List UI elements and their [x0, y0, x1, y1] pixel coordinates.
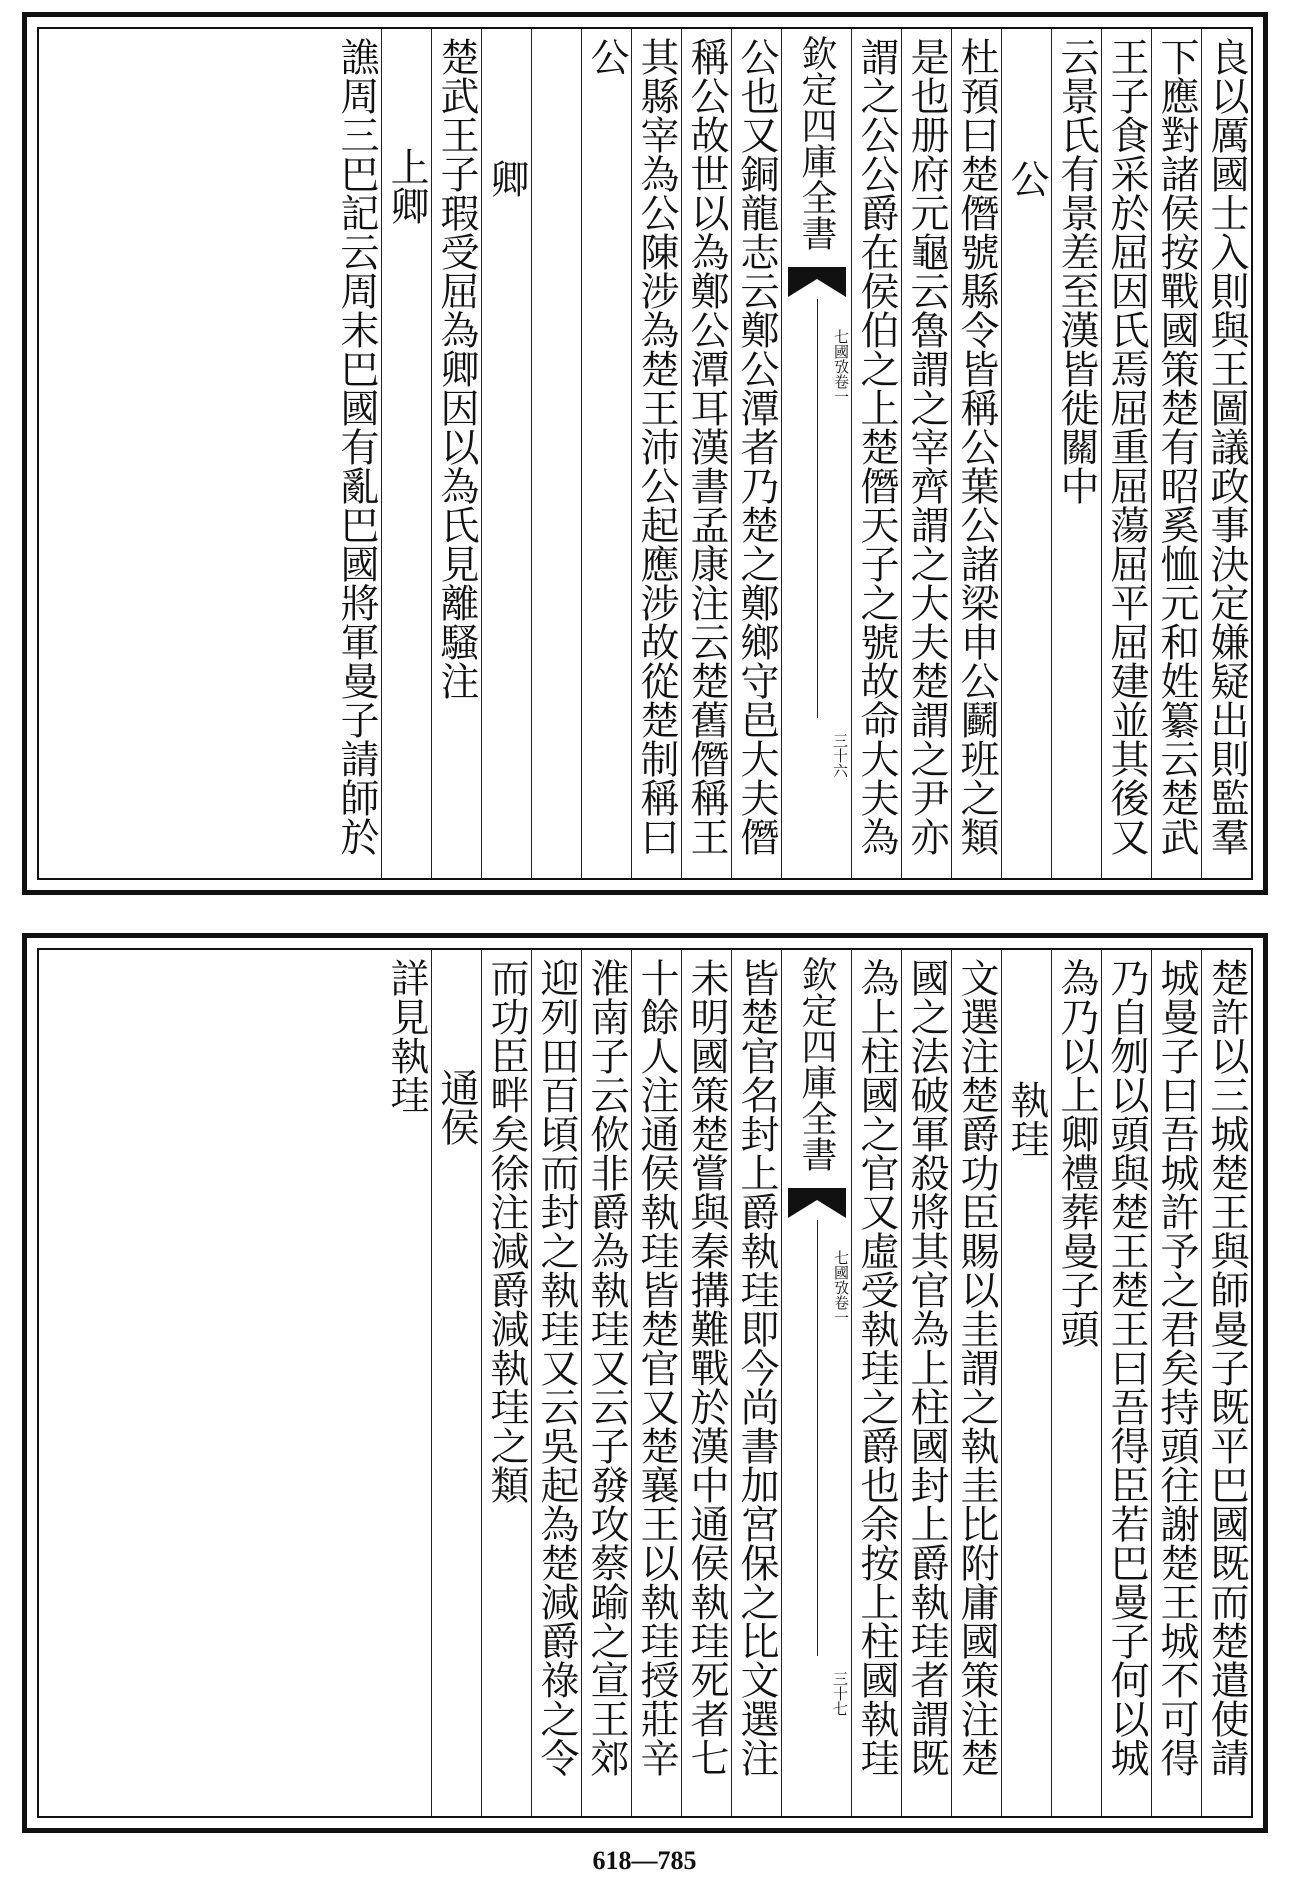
text-column: 國之法破軍殺將其官為上柱國封上爵執珪者謂既: [901, 950, 951, 1816]
text-column: 良以厲國士入則與王圖議政事決定嫌疑出則監羣: [1201, 29, 1251, 878]
upper-page-frame: [37, 27, 1253, 880]
section-heading: 公: [1001, 29, 1051, 878]
text-column: 未明國策楚嘗與秦搆難戰於漢中通侯執珪死者七: [681, 950, 731, 1816]
text-column: 公: [581, 29, 631, 878]
text-column: 下應對諸侯按戰國策楚有昭奚恤元和姓纂云楚武: [1151, 29, 1201, 878]
volume-number: 卷一: [832, 374, 850, 404]
text-column: 云景氏有景差至漢皆徙關中: [1051, 29, 1101, 878]
text-column: 皆楚官名封上爵執珪即今尚書加宮保之比文選注: [731, 950, 781, 1816]
book-volume-label: [782, 1250, 851, 1325]
text-column: 其縣宰為公陳涉為楚王沛公起應涉故從楚制稱曰: [631, 29, 681, 878]
page-footer-number: 618—785: [592, 1846, 697, 1875]
text-column: 楚武王子瑕受屈為卿因以為氏見離騷注: [431, 29, 481, 878]
section-heading: 通侯: [431, 950, 481, 1816]
fish-tail-mark-icon: [788, 267, 846, 297]
fish-tail-mark-icon: [788, 1188, 846, 1218]
page-center-strip: [781, 950, 851, 1816]
text-column: 謂之公公爵在侯伯之上楚僭天子之號故命大夫為: [851, 29, 901, 878]
collection-title: 欽定四庫全書: [796, 35, 837, 251]
text-column: 公也又銅龍志云鄭公潭者乃楚之鄭鄉守邑大夫僭: [731, 29, 781, 878]
book-volume-label: [782, 329, 851, 404]
text-column: 為乃以上卿禮葬曼子頭: [1051, 950, 1101, 1816]
text-column: 詳見執珪: [384, 958, 429, 1114]
blank-column: [531, 29, 581, 878]
section-heading: 卿: [481, 29, 531, 878]
text-column: 城曼子曰吾城許予之君矣持頭往謝楚王城不可得: [1151, 950, 1201, 1816]
text-column: 文選注楚爵功臣賜以圭謂之執圭比附庸國策注楚: [951, 950, 1001, 1816]
page-center-strip: [781, 29, 851, 878]
text-column: 淮南子云佽非爵為執珪又云子發攻蔡踰之宣王郊: [581, 950, 631, 1816]
text-column: 迎列田百頃而封之執珪又云吳起為楚減爵祿之令: [531, 950, 581, 1816]
text-column: 乃自刎以頭與楚王楚王曰吾得臣若巴曼子何以城: [1101, 950, 1151, 1816]
text-column: 是也册府元龜云魯謂之宰齊謂之大夫楚謂之尹亦: [901, 29, 951, 878]
section-heading: 執珪: [1001, 950, 1051, 1816]
text-column: 楚許以三城楚王與師曼子既平巴國既而楚遣使請: [1201, 950, 1251, 1816]
leaf-number: 三十六: [831, 733, 849, 778]
text-column: 十餘人注通侯執珪皆楚官又楚襄王以執珪授莊辛: [631, 950, 681, 1816]
text-column: 為上柱國之官又虛受執珪之爵也余按上柱國執珪: [851, 950, 901, 1816]
upper-page: [22, 12, 1268, 895]
text-column: 譙周三巴記云周末巴國有亂巴國將軍曼子請師於: [334, 37, 379, 856]
text-column: 王子食采於屈因氏焉屈重屈蕩屈平屈建並其後又: [1101, 29, 1151, 878]
text-column: 而功臣畔矣徐注減爵減執珪之類: [481, 950, 531, 1816]
text-column: 杜預曰楚僭號縣令皆稱公葉公諸梁申公鬬班之類: [951, 29, 1001, 878]
section-heading: 上卿: [381, 29, 431, 878]
lower-page-frame: [37, 948, 1253, 1818]
text-column: 稱公故世以為鄭公潭耳漢書孟康注云楚舊僭稱王: [681, 29, 731, 878]
collection-title: 欽定四庫全書: [796, 956, 837, 1172]
leaf-number: 三十七: [831, 1671, 849, 1716]
book-title: 七國攷: [832, 1250, 850, 1295]
lower-page: [22, 933, 1268, 1833]
volume-number: 卷一: [832, 1295, 850, 1325]
book-title: 七國攷: [832, 329, 850, 374]
